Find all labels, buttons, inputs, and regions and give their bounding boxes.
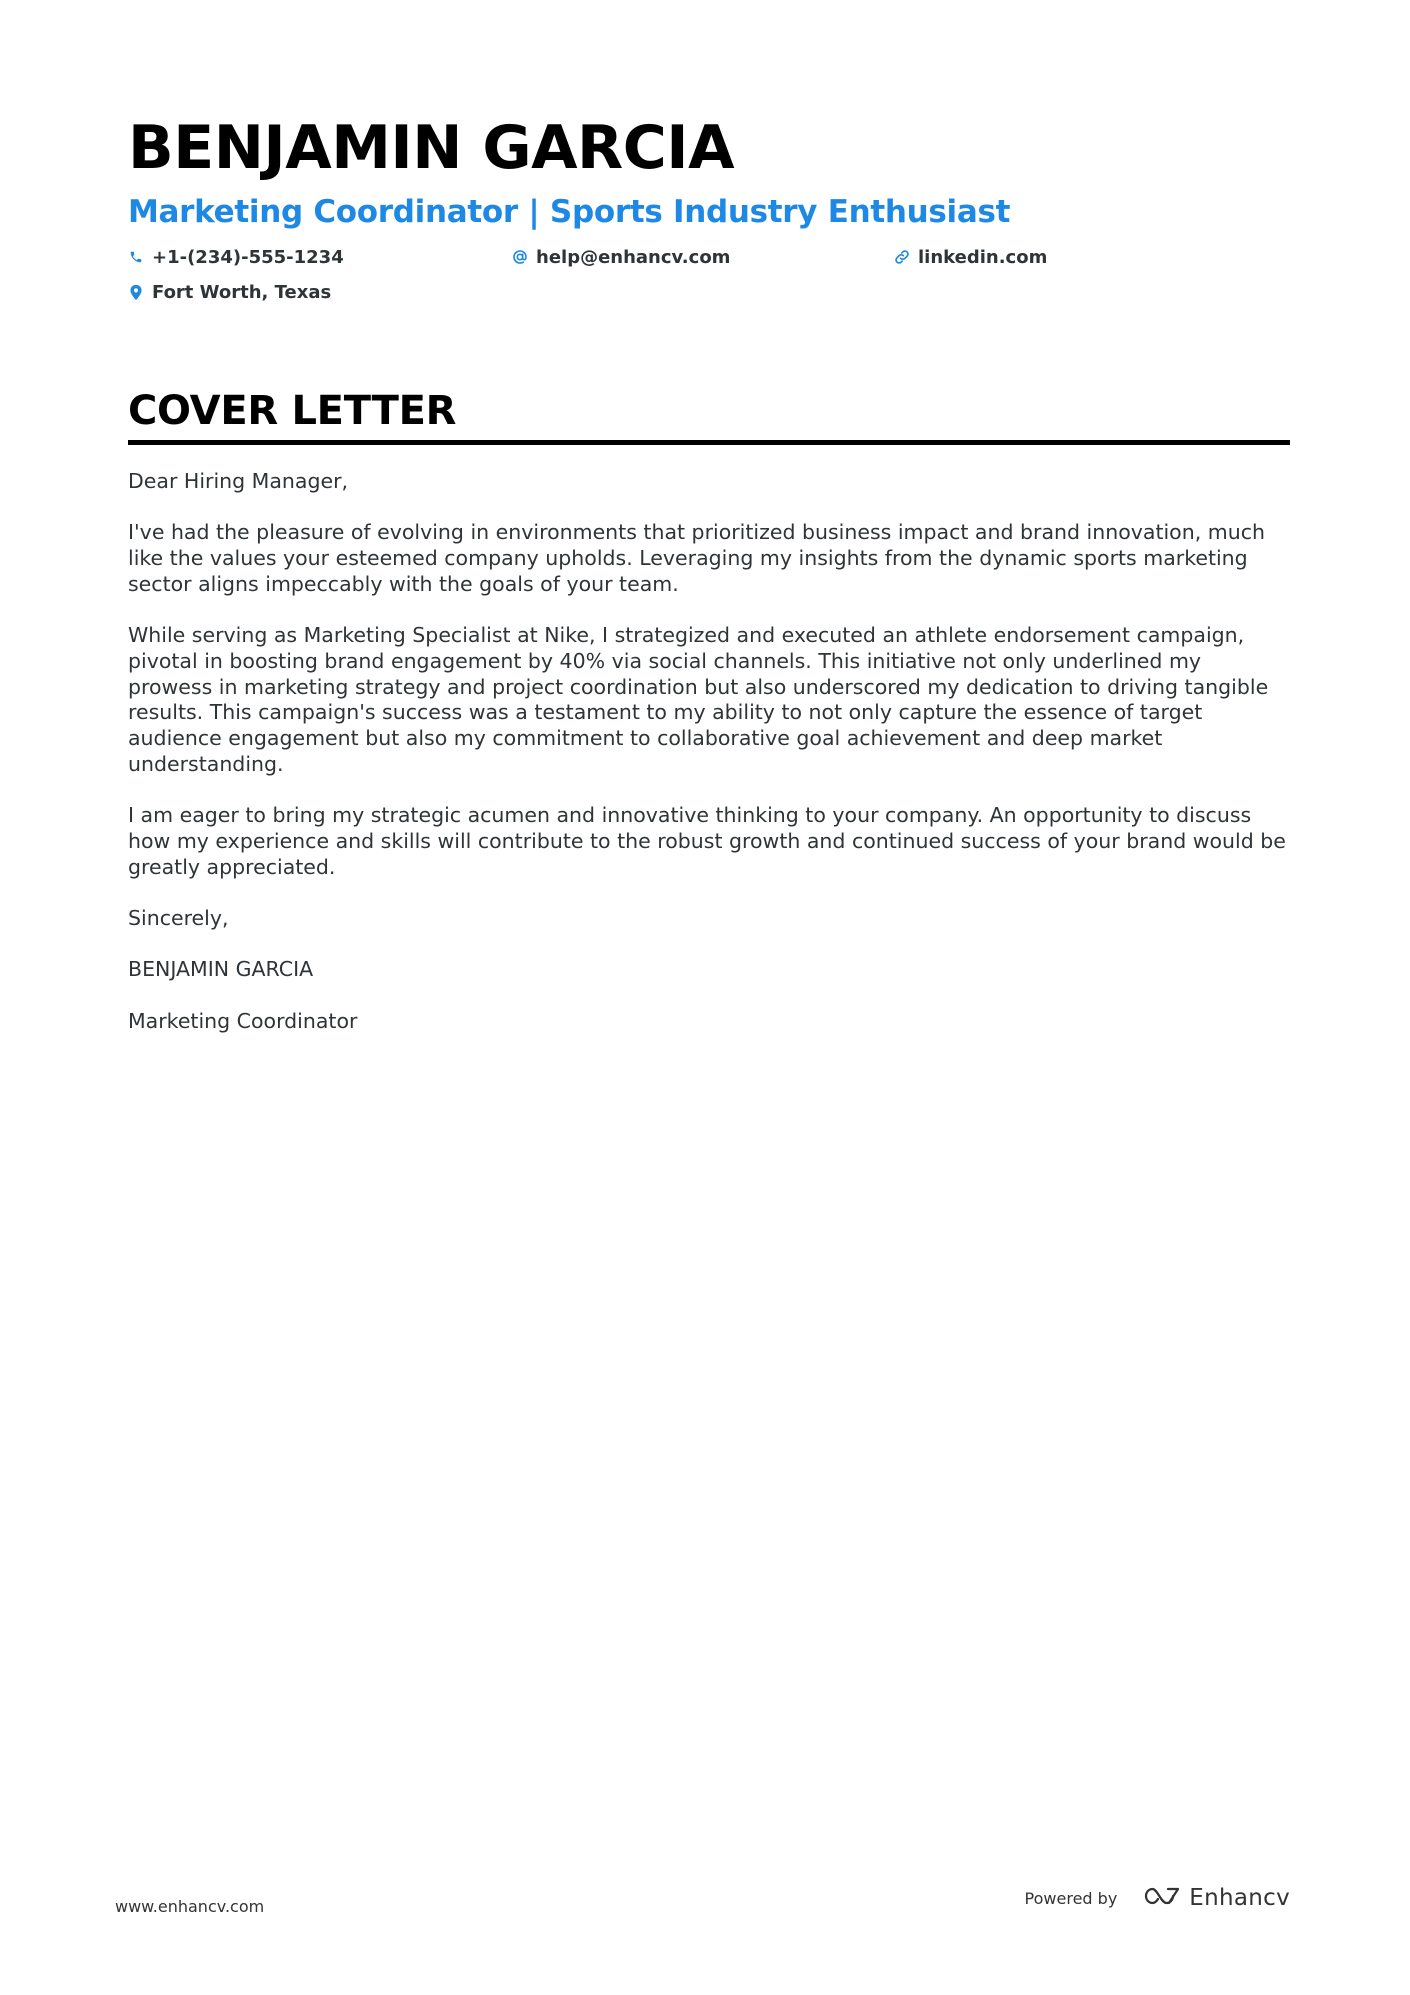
letter-greeting: Dear Hiring Manager, <box>128 469 349 493</box>
brand-name: Enhancv <box>1189 1885 1290 1911</box>
letter-paragraph: While serving as Marketing Specialist at Nike, I strategized and executed an athlete endorsement campaign, pivotal in boosting brand engagement by 40% via social channels. This initiative not only underlined my prowess in marketing strategy and project coordination but also underscored my dedication to driving tangible results. This campaign's success was a testament to my ability to not only capture the essence of target audience engagement but also my commitment to collaborative goal achievement and deep market understanding. <box>128 623 1269 776</box>
header <box>128 108 1290 316</box>
candidate-name: BENJAMIN GARCIA <box>128 113 735 183</box>
enhancv-logo-icon <box>1143 1884 1181 1912</box>
email-text: help@enhancv.com <box>536 246 731 268</box>
letter-paragraph: I've had the pleasure of evolving in environments that prioritized business impact and brand innovation, much like the values your esteemed company upholds. Leveraging my insights from the dynamic sports marketing sector aligns impeccably with the goals of your team. <box>128 520 1265 596</box>
section-divider <box>128 440 1290 445</box>
location-pin-icon <box>128 283 144 301</box>
letter-body <box>128 469 1290 1034</box>
candidate-title: Marketing Coordinator | Sports Industry Enthusiast <box>128 194 1011 230</box>
phone-text: +1-(234)-555-1234 <box>152 246 344 268</box>
contact-phone <box>128 244 344 270</box>
letter-closing: Sincerely, <box>128 905 229 930</box>
signature-name: BENJAMIN GARCIA <box>128 957 314 982</box>
section-title: COVER LETTER <box>128 388 457 434</box>
letter-paragraph: I am eager to bring my strategic acumen and innovative thinking to your company. An opportunity to discuss how my experience and skills will contribute to the robust growth and continued success of your brand would be greatly appreciated. <box>128 803 1286 879</box>
signature-title: Marketing Coordinator <box>128 1008 358 1033</box>
at-icon <box>512 248 528 266</box>
contact-info <box>128 244 1290 316</box>
contact-linkedin[interactable] <box>894 244 1047 270</box>
contact-email[interactable] <box>512 244 730 270</box>
powered-by-label: Powered by <box>1024 1888 1118 1908</box>
linkedin-text: linkedin.com <box>918 246 1048 268</box>
contact-location <box>128 279 331 305</box>
enhancv-logo[interactable] <box>1143 1884 1290 1912</box>
phone-icon <box>128 248 144 266</box>
footer-website[interactable]: www.enhancv.com <box>115 1897 265 1916</box>
link-icon <box>894 248 910 266</box>
cover-letter-section <box>128 384 1290 1060</box>
location-text: Fort Worth, Texas <box>152 281 332 303</box>
footer-branding <box>1025 1884 1290 1912</box>
